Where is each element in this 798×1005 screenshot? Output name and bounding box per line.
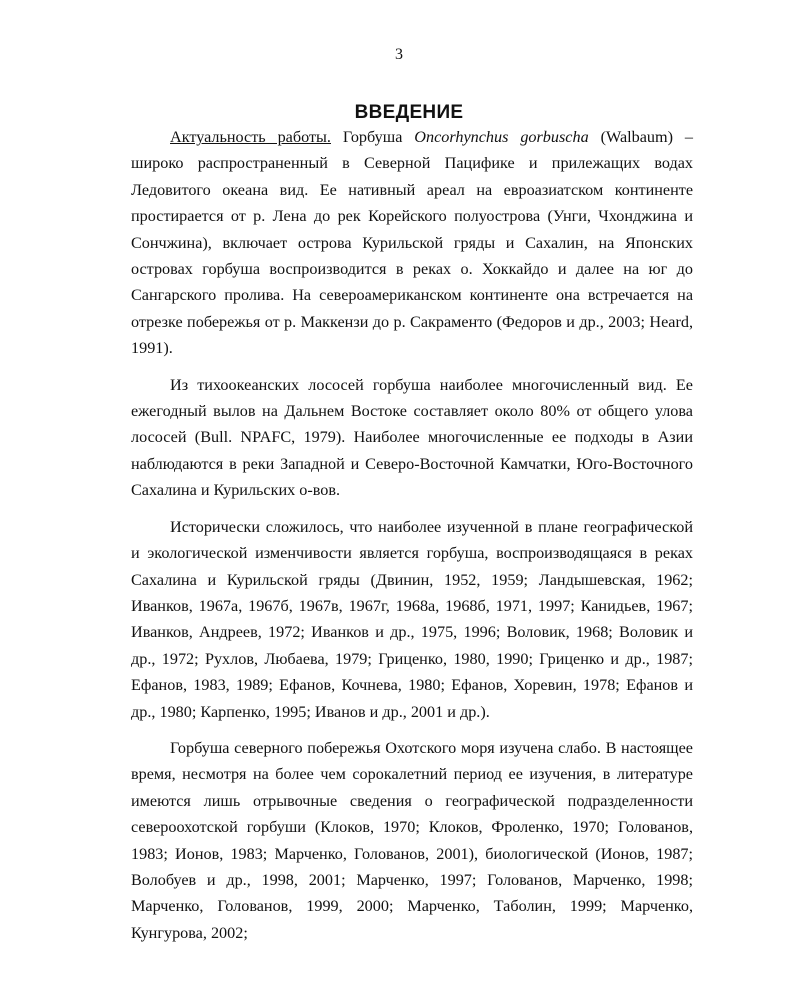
paragraph-okhotsk: Горбуша северного побережья Охотского моря изучена слабо. В настоящее время, несмотря на более чем сорокалетний период ее изучения, в литературе имеются лишь отрывочные сведения о географической подразделенности североохотской горбуши (Клоков, 1970; Клоков, Фроленко, 1970; Голованов, 1983; Ионов, 1983; Марченко, Голованов, 2001), биологической (Ионов, 1987; Волобуев и др., 1998, 2001; Марченко, 1997; Голованов, Марченко, 1998; Марченко, Голованов, 1999, 2000; Марченко, Таболин, 1999; Марченко, Кунгурова, 2002; [131,738,693,942]
paragraph-history: Исторически сложилось, что наиболее изученной в плане географической и экологической изменчивости является горбуша, воспроизводящаяся в реках Сахалина и Курильской гряды (Двинин, 1952, 1959; Ландышевская, 1962; Иванков, 1967а, 1967б, 1967в, 1967г, 1968а, 1968б, 1971, 1997; Канидьев, 1967; Иванков, Андреев, 1972; Иванков и др., 1975, 1996; Воловик, 1968; Воловик и др., 1972; Рухлов, Любаева, 1979; Гриценко, 1980, 1990; Гриценко и др., 1987; Ефанов, 1983, 1989; Ефанов, Кочнева, 1980; Ефанов, Хоревин, 1978; Ефанов и др., 1980; Карпенко, 1995; Иванов и др., 2001 и др.). [131,517,693,721]
page-number: 3 [395,46,403,63]
paragraph-relevance-text: (Walbaum) – широко распространенный в Северной Пацифике и прилежащих водах Ледовитого океана вид. Ее нативный ареал на евроазиатском континенте простирается от р. Лена до рек Корейского полуострова (Унги, Чхонджина и Сончжина), включает острова Курильской гряды и Сахалин, на Японских островах горбуша воспроизводится в реках о. Хоккайдо и далее на юг до Сангарского пролива. На североамериканском континенте она встречается на отрезке побережья от р. Маккензи до р. Сакраменто (Федоров и др., 2003; Heard, 1991). [131,128,693,358]
relevance-label: Актуальность работы. [170,128,331,146]
paragraph-relevance [131,124,693,362]
fish-latin-name: Oncorhynchus gorbuscha [414,128,589,146]
fish-common-name: Горбуша [330,128,415,146]
body-text [131,124,693,946]
paragraph-abundance: Из тихоокеанских лососей горбуша наиболее многочисленный вид. Ее ежегодный вылов на Дальнем Востоке составляет около 80% от общего улова лососей (Bull. NPAFC, 1979). Наиболее многочисленные ее подходы в Азии наблюдаются в реки Западной и Северо-Восточной Камчатки, Юго-Восточного Сахалина и Курильских о-вов. [131,375,693,500]
section-heading: ВВЕДЕНИЕ [354,102,464,123]
